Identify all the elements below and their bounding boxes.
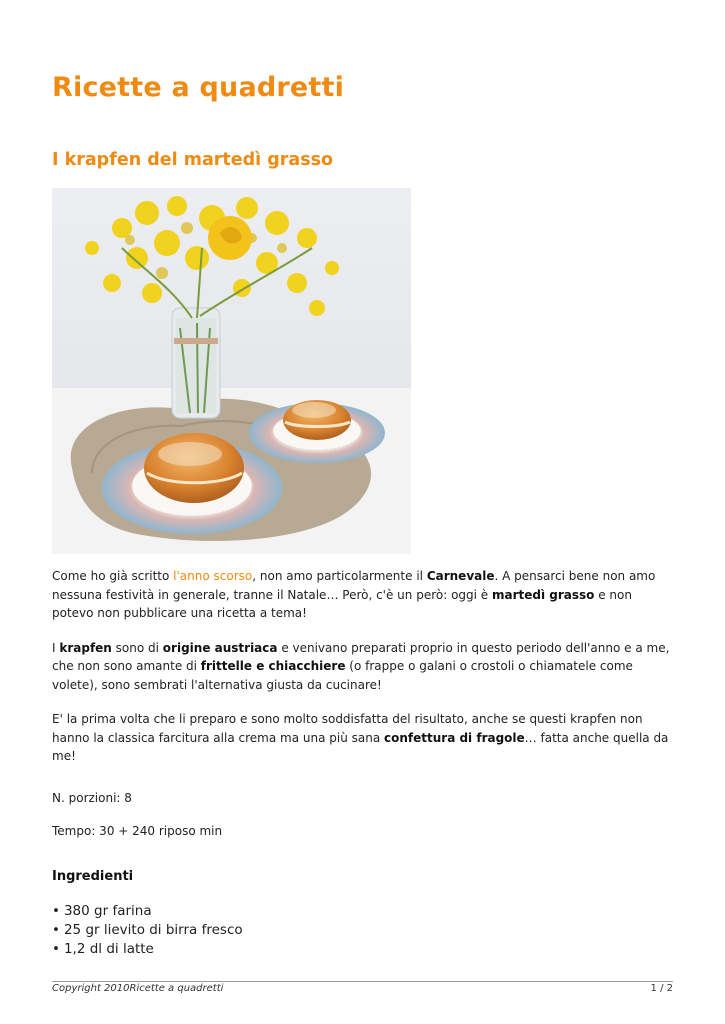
post-paragraph-2 [52,639,677,695]
page-number: 1 / 2 [650,983,673,994]
bold-term: confettura di fragole [384,730,525,745]
servings: N. porzioni: 8 [52,791,132,805]
ingredients-title: Ingredienti [52,869,134,884]
bold-term: krapfen [59,640,112,655]
bold-term: martedì grasso [492,587,595,602]
footer-copyright: Copyright 2010Ricette a quadretti [52,983,224,994]
post-paragraph-3 [52,710,677,766]
previous-year-link[interactable]: l'anno scorso [173,569,253,583]
text-run: Come ho già scritto [52,569,174,583]
bold-term: frittelle e chiacchiere [200,659,346,673]
post-body [52,567,677,782]
text-run: (o frappe o galani o crostoli o chiamatele come volete), sono sembrati l'alternativa giusta da cucinare! [52,659,633,692]
post-title: I krapfen del martedì grasso [52,150,334,170]
text-run: sono di [111,640,163,655]
text-run: E' la prima volta che li preparo e sono molto soddisfatta del risultato, anche se questi krapfen non hanno la classica farcitura alla crema ma una più sana [52,712,643,745]
text-run: e venivano preparati proprio in questo periodo dell'anno e a me, che non sono amante di [52,640,670,673]
ingredient-item: • 380 gr farina [52,902,243,921]
ingredient-item: • 1,2 dl di latte [52,940,243,959]
site-title: Ricette a quadretti [52,72,345,103]
ingredients-list [52,902,243,959]
bold-term: origine austriaca [162,640,278,655]
text-run: … fatta anche quella da me! [52,730,669,763]
text-run: I [52,640,60,655]
text-run: e non potevo non pubblicare una ricetta a tema! [52,587,632,620]
post-paragraph-1 [52,567,677,623]
bold-term: Carnevale [426,569,495,583]
text-run: . A pensarci bene non amo nessuna festività in generale, tranne il Natale… Però, c'è un però: oggi è [52,569,656,602]
footer-divider [52,981,673,982]
ingredient-item: • 25 gr lievito di birra fresco [52,921,243,940]
recipe-photo [52,188,411,554]
text-run: , non amo particolarmente il [252,569,427,583]
prep-time: Tempo: 30 + 240 riposo min [52,824,223,838]
